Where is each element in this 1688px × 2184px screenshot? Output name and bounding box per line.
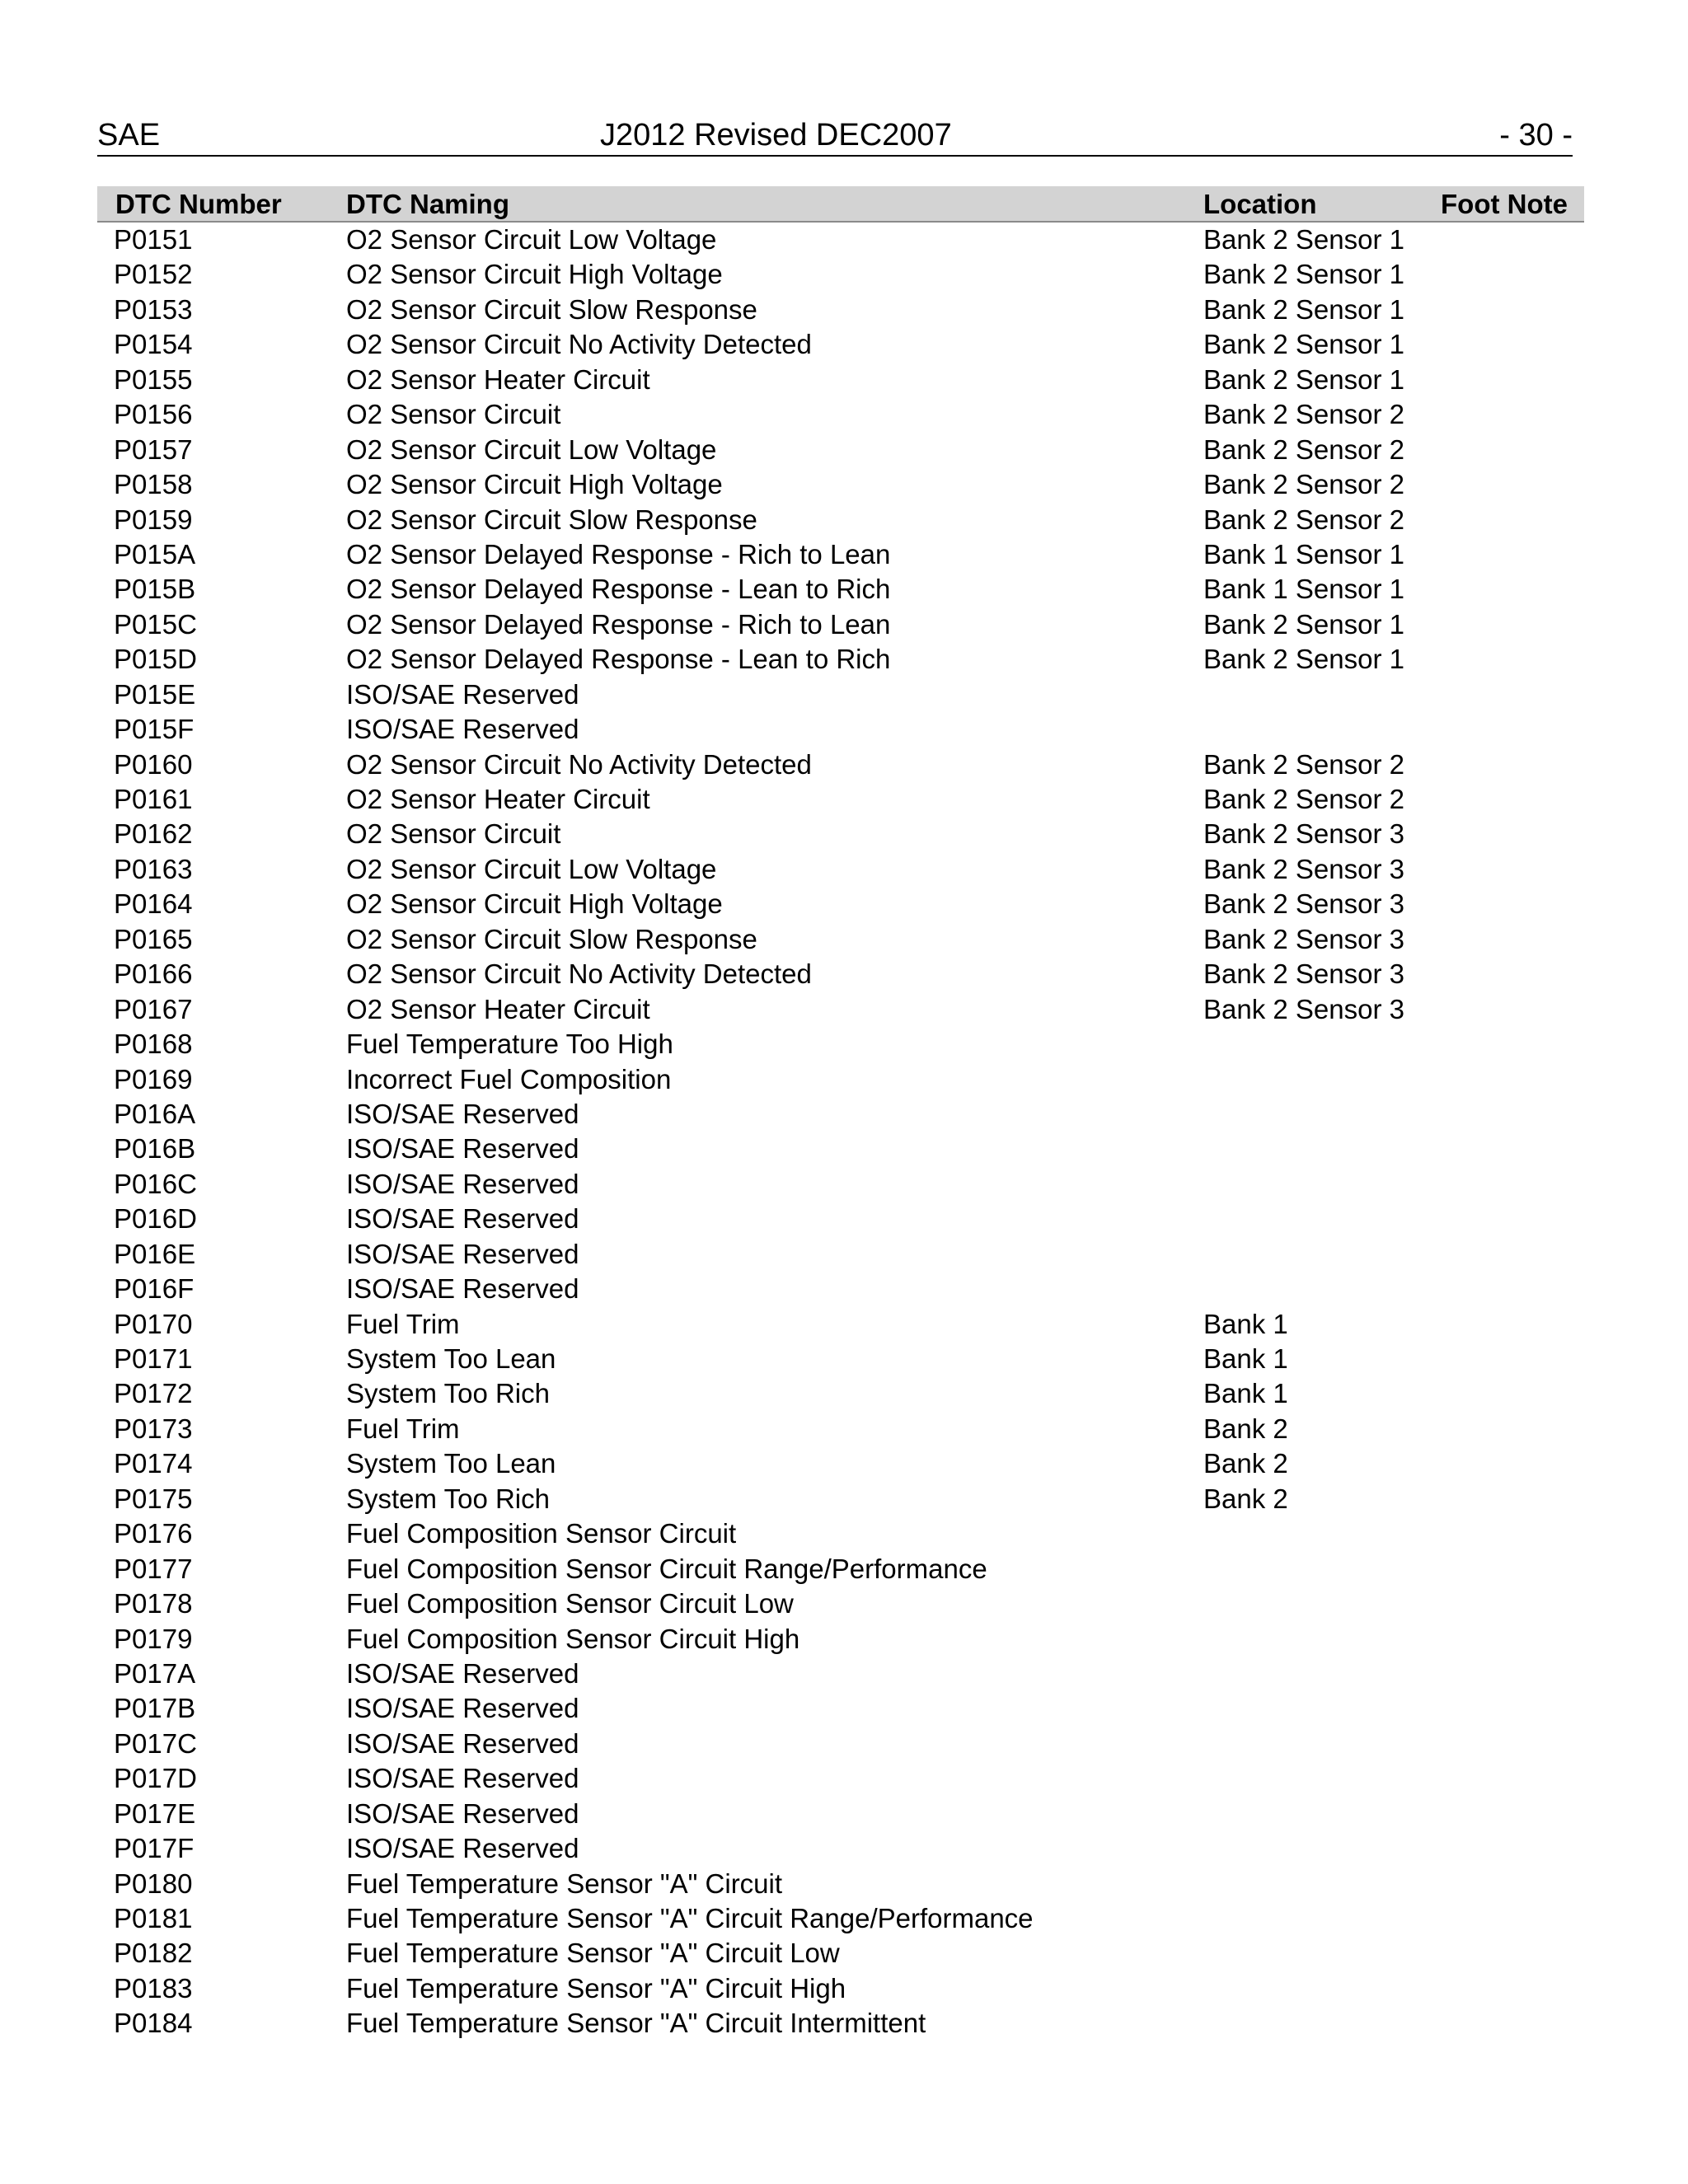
table-row: [97, 1202, 1584, 1236]
dtc-number-cell: P015B: [114, 574, 196, 605]
location-cell: Bank 2 Sensor 3: [1203, 958, 1404, 990]
table-row: [97, 1901, 1584, 1936]
dtc-number-cell: P015E: [114, 678, 196, 710]
dtc-number-cell: P0170: [114, 1308, 193, 1339]
dtc-number-cell: P0176: [114, 1518, 193, 1549]
location-cell: Bank 1: [1203, 1308, 1288, 1339]
dtc-number-cell: P016D: [114, 1203, 197, 1235]
dtc-naming-cell: O2 Sensor Circuit No Activity Detected: [346, 748, 812, 780]
dtc-number-cell: P016F: [114, 1273, 195, 1305]
dtc-number-cell: P0183: [114, 1972, 193, 2004]
table-row: [97, 782, 1584, 817]
location-cell: Bank 2 Sensor 2: [1203, 748, 1404, 780]
dtc-number-cell: P0172: [114, 1378, 193, 1409]
dtc-number-cell: P0153: [114, 293, 193, 325]
dtc-number-cell: P0151: [114, 224, 193, 255]
table-row: [97, 223, 1584, 257]
table-row: [97, 327, 1584, 362]
location-cell: Bank 2 Sensor 1: [1203, 259, 1404, 290]
table-row: [97, 1691, 1584, 1726]
column-header-foot-note: Foot Note: [1441, 189, 1568, 219]
dtc-naming-cell: Fuel Trim: [346, 1308, 460, 1339]
dtc-naming-cell: Fuel Temperature Sensor "A" Circuit Range/Performance: [346, 1903, 1034, 1933]
location-cell: Bank 2 Sensor 3: [1203, 993, 1404, 1024]
dtc-number-cell: P0178: [114, 1588, 193, 1619]
table-row: [97, 467, 1584, 502]
dtc-naming-cell: ISO/SAE Reserved: [346, 1797, 579, 1829]
dtc-naming-cell: O2 Sensor Delayed Response - Lean to Rich: [346, 574, 891, 605]
dtc-number-cell: P0181: [114, 1903, 193, 1933]
dtc-naming-cell: O2 Sensor Circuit: [346, 399, 561, 430]
table-row: [97, 433, 1584, 467]
location-cell: Bank 2 Sensor 1: [1203, 363, 1404, 395]
dtc-number-cell: P0157: [114, 434, 193, 465]
dtc-number-cell: P0174: [114, 1448, 193, 1479]
dtc-number-cell: P0168: [114, 1029, 193, 1060]
dtc-number-cell: P0152: [114, 259, 193, 290]
dtc-number-cell: P017C: [114, 1727, 197, 1759]
location-cell: Bank 2 Sensor 3: [1203, 853, 1404, 884]
location-cell: Bank 2 Sensor 2: [1203, 469, 1404, 500]
dtc-naming-cell: ISO/SAE Reserved: [346, 678, 579, 710]
column-header-dtc-number: DTC Number: [115, 189, 282, 219]
dtc-number-cell: P015C: [114, 608, 197, 640]
location-cell: Bank 1 Sensor 1: [1203, 574, 1404, 605]
table-row: [97, 1867, 1584, 1901]
dtc-number-cell: P0165: [114, 923, 193, 954]
dtc-number-cell: P017A: [114, 1657, 196, 1689]
table-row: [97, 1622, 1584, 1657]
dtc-naming-cell: O2 Sensor Circuit No Activity Detected: [346, 958, 812, 990]
location-cell: Bank 2 Sensor 1: [1203, 224, 1404, 255]
dtc-number-cell: P0171: [114, 1343, 193, 1374]
dtc-naming-cell: Incorrect Fuel Composition: [346, 1063, 672, 1094]
table-row: [97, 1272, 1584, 1306]
location-cell: Bank 2 Sensor 3: [1203, 818, 1404, 850]
dtc-naming-cell: Fuel Composition Sensor Circuit Low: [346, 1588, 794, 1619]
table-row: [97, 363, 1584, 397]
dtc-number-cell: P016B: [114, 1133, 196, 1165]
dtc-naming-cell: ISO/SAE Reserved: [346, 1133, 579, 1165]
dtc-number-cell: P0161: [114, 784, 193, 814]
dtc-number-cell: P0173: [114, 1413, 193, 1444]
dtc-naming-cell: O2 Sensor Heater Circuit: [346, 993, 650, 1024]
table-row: [97, 1552, 1584, 1586]
dtc-naming-cell: ISO/SAE Reserved: [346, 1238, 579, 1269]
location-cell: Bank 2 Sensor 2: [1203, 504, 1404, 535]
dtc-number-cell: P0158: [114, 469, 193, 500]
header-org: SAE: [97, 118, 161, 152]
table-row: [97, 1132, 1584, 1166]
dtc-naming-cell: O2 Sensor Delayed Response - Rich to Lean: [346, 538, 891, 569]
dtc-naming-cell: Fuel Composition Sensor Circuit High: [346, 1623, 800, 1654]
dtc-number-cell: P0160: [114, 748, 193, 780]
dtc-number-cell: P0156: [114, 399, 193, 430]
location-cell: Bank 1: [1203, 1343, 1288, 1374]
table-body: [97, 223, 1584, 2041]
location-cell: Bank 2 Sensor 3: [1203, 888, 1404, 920]
dtc-naming-cell: O2 Sensor Circuit Low Voltage: [346, 853, 717, 884]
column-header-location: Location: [1203, 189, 1317, 219]
dtc-naming-cell: ISO/SAE Reserved: [346, 1273, 579, 1305]
table-row: [97, 817, 1584, 851]
table-row: [97, 257, 1584, 292]
dtc-naming-cell: ISO/SAE Reserved: [346, 1763, 579, 1794]
dtc-number-cell: P0163: [114, 853, 193, 884]
location-cell: Bank 2: [1203, 1483, 1288, 1514]
table-row: [97, 1307, 1584, 1342]
dtc-number-cell: P015D: [114, 644, 197, 675]
location-cell: Bank 2 Sensor 2: [1203, 434, 1404, 465]
dtc-naming-cell: O2 Sensor Delayed Response - Lean to Rich: [346, 644, 891, 675]
table-row: [97, 1062, 1584, 1097]
dtc-number-cell: P0179: [114, 1623, 193, 1654]
dtc-naming-cell: Fuel Temperature Sensor "A" Circuit High: [346, 1972, 846, 2004]
table-row: [97, 1586, 1584, 1621]
table-row: [97, 397, 1584, 432]
location-cell: Bank 2: [1203, 1448, 1288, 1479]
dtc-naming-cell: ISO/SAE Reserved: [346, 1168, 579, 1199]
dtc-number-cell: P016E: [114, 1238, 196, 1269]
dtc-number-cell: P0159: [114, 504, 193, 535]
location-cell: Bank 2 Sensor 1: [1203, 293, 1404, 325]
table-row: [97, 852, 1584, 887]
location-cell: Bank 2: [1203, 1413, 1288, 1444]
dtc-number-cell: P0182: [114, 1938, 193, 1969]
table-row: [97, 1027, 1584, 1062]
table-row: [97, 572, 1584, 607]
table-row: [97, 607, 1584, 642]
table-row: [97, 748, 1584, 782]
table-row: [97, 957, 1584, 991]
dtc-naming-cell: O2 Sensor Circuit High Voltage: [346, 469, 723, 500]
location-cell: Bank 2 Sensor 1: [1203, 329, 1404, 360]
dtc-naming-cell: System Too Rich: [346, 1378, 550, 1409]
dtc-number-cell: P015F: [114, 714, 195, 745]
dtc-naming-cell: System Too Lean: [346, 1343, 556, 1374]
table-row: [97, 1657, 1584, 1691]
dtc-number-cell: P016C: [114, 1168, 197, 1199]
column-header-dtc-naming: DTC Naming: [346, 189, 509, 219]
location-cell: Bank 2 Sensor 1: [1203, 644, 1404, 675]
dtc-number-cell: P0155: [114, 363, 193, 395]
dtc-naming-cell: O2 Sensor Heater Circuit: [346, 363, 650, 395]
page-header: [97, 114, 1573, 157]
location-cell: Bank 2 Sensor 2: [1203, 399, 1404, 430]
dtc-naming-cell: ISO/SAE Reserved: [346, 1693, 579, 1724]
table-row: [97, 992, 1584, 1027]
table-row: [97, 1482, 1584, 1516]
table-row: [97, 922, 1584, 957]
dtc-naming-cell: Fuel Temperature Too High: [346, 1029, 673, 1060]
dtc-number-cell: P0166: [114, 958, 193, 990]
table-row: [97, 1516, 1584, 1551]
dtc-naming-cell: O2 Sensor Circuit No Activity Detected: [346, 329, 812, 360]
dtc-naming-cell: System Too Lean: [346, 1448, 556, 1479]
table-row: [97, 537, 1584, 572]
dtc-naming-cell: O2 Sensor Circuit Low Voltage: [346, 224, 717, 255]
table-row: [97, 1446, 1584, 1481]
table-row: [97, 1797, 1584, 1831]
location-cell: Bank 2 Sensor 1: [1203, 608, 1404, 640]
dtc-number-cell: P015A: [114, 538, 196, 569]
table-row: [97, 503, 1584, 537]
dtc-naming-cell: ISO/SAE Reserved: [346, 1727, 579, 1759]
table-row: [97, 887, 1584, 921]
header-document-id: J2012 Revised DEC2007: [600, 118, 952, 152]
dtc-number-cell: P0180: [114, 1868, 193, 1899]
dtc-naming-cell: ISO/SAE Reserved: [346, 1098, 579, 1129]
table-row: [97, 1727, 1584, 1761]
location-cell: Bank 2 Sensor 2: [1203, 784, 1404, 814]
dtc-naming-cell: Fuel Trim: [346, 1413, 460, 1444]
dtc-naming-cell: ISO/SAE Reserved: [346, 1203, 579, 1235]
dtc-naming-cell: O2 Sensor Circuit Slow Response: [346, 923, 757, 954]
table-row: [97, 712, 1584, 747]
table-row: [97, 1761, 1584, 1796]
dtc-number-cell: P0184: [114, 2008, 193, 2039]
dtc-naming-cell: O2 Sensor Delayed Response - Rich to Lean: [346, 608, 891, 640]
table-row: [97, 642, 1584, 677]
location-cell: Bank 1 Sensor 1: [1203, 538, 1404, 569]
dtc-naming-cell: O2 Sensor Heater Circuit: [346, 784, 650, 814]
dtc-naming-cell: Fuel Composition Sensor Circuit Range/Performance: [346, 1553, 987, 1584]
dtc-number-cell: P0162: [114, 818, 193, 850]
table-row: [97, 1342, 1584, 1376]
header-page-number: - 30 -: [1499, 118, 1573, 152]
dtc-naming-cell: Fuel Temperature Sensor "A" Circuit: [346, 1868, 783, 1899]
table-header-row: [97, 186, 1584, 223]
table-row: [97, 1412, 1584, 1446]
dtc-naming-cell: Fuel Temperature Sensor "A" Circuit Intermittent: [346, 2008, 926, 2039]
table-row: [97, 1167, 1584, 1202]
dtc-number-cell: P0175: [114, 1483, 193, 1514]
dtc-naming-cell: O2 Sensor Circuit High Voltage: [346, 259, 723, 290]
dtc-number-cell: P017E: [114, 1797, 196, 1829]
dtc-number-cell: P0169: [114, 1063, 193, 1094]
dtc-number-cell: P0164: [114, 888, 193, 920]
dtc-number-cell: P0177: [114, 1553, 193, 1584]
dtc-number-cell: P017B: [114, 1693, 196, 1724]
table-row: [97, 2006, 1584, 2041]
table-row: [97, 1097, 1584, 1132]
dtc-naming-cell: ISO/SAE Reserved: [346, 1657, 579, 1689]
table-row: [97, 1971, 1584, 2006]
dtc-number-cell: P017F: [114, 1833, 195, 1864]
dtc-naming-cell: O2 Sensor Circuit Slow Response: [346, 504, 757, 535]
dtc-naming-cell: ISO/SAE Reserved: [346, 1833, 579, 1864]
table-row: [97, 1376, 1584, 1411]
table-row: [97, 1831, 1584, 1866]
location-cell: Bank 1: [1203, 1378, 1288, 1409]
dtc-naming-cell: Fuel Composition Sensor Circuit: [346, 1518, 737, 1549]
dtc-number-cell: P0167: [114, 993, 193, 1024]
table-row: [97, 1237, 1584, 1272]
table-row: [97, 293, 1584, 327]
location-cell: Bank 2 Sensor 3: [1203, 923, 1404, 954]
table-row: [97, 677, 1584, 712]
dtc-naming-cell: Fuel Temperature Sensor "A" Circuit Low: [346, 1938, 840, 1969]
dtc-naming-cell: System Too Rich: [346, 1483, 550, 1514]
dtc-naming-cell: O2 Sensor Circuit Slow Response: [346, 293, 757, 325]
dtc-naming-cell: O2 Sensor Circuit: [346, 818, 561, 850]
dtc-naming-cell: O2 Sensor Circuit High Voltage: [346, 888, 723, 920]
dtc-number-cell: P017D: [114, 1763, 197, 1794]
dtc-table: [97, 186, 1584, 2041]
dtc-number-cell: P016A: [114, 1098, 196, 1129]
dtc-naming-cell: ISO/SAE Reserved: [346, 714, 579, 745]
dtc-number-cell: P0154: [114, 329, 193, 360]
dtc-naming-cell: O2 Sensor Circuit Low Voltage: [346, 434, 717, 465]
table-row: [97, 1936, 1584, 1971]
